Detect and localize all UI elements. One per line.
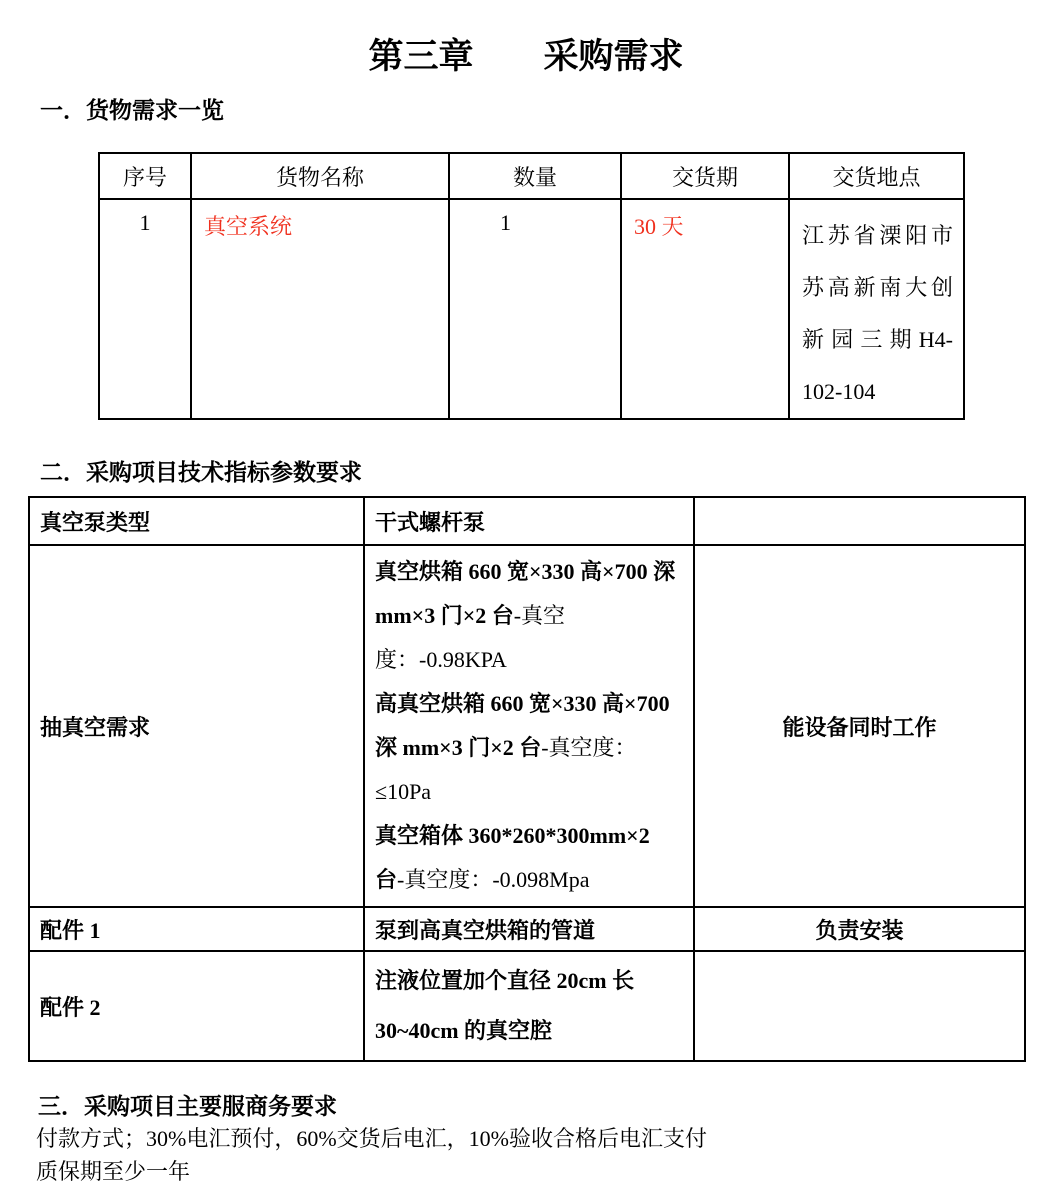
cell-accessory1-note: 负责安装 — [694, 907, 1025, 951]
cell-vacuum-req-label: 抽真空需求 — [29, 545, 364, 907]
spec-row-vacuum-requirement — [29, 545, 1025, 907]
col-header-goods-name: 货物名称 — [191, 153, 449, 199]
cell-accessory2-label: 配件 2 — [29, 951, 364, 1061]
cell-index: 1 — [99, 199, 191, 419]
cell-pump-type-note — [694, 497, 1025, 545]
col-header-delivery-time: 交货期 — [621, 153, 789, 199]
col-header-quantity: 数量 — [449, 153, 621, 199]
cell-vacuum-req-note: 能设备同时工作 — [694, 545, 1025, 907]
spec-paragraph-vacuum-oven — [375, 550, 683, 682]
goods-overview-table — [98, 152, 965, 420]
payment-terms-text: 付款方式；30%电汇预付，60%交货后电汇，10%验收合格后电汇支付 — [36, 1126, 707, 1151]
spec-regular-text: -真空度：-0.98KPA — [375, 603, 566, 672]
cell-vacuum-req-specs — [364, 545, 694, 907]
spec-row-accessory-2 — [29, 951, 1025, 1061]
cell-accessory2-note — [694, 951, 1025, 1061]
spec-bold-text: 高真空烘箱 660 宽×330 高×700 深 mm×3 门×2 台 — [375, 691, 670, 760]
spec-regular-text: -真空度：≤10Pa — [375, 735, 637, 804]
col-header-index: 序号 — [99, 153, 191, 199]
spec-regular-text: -真空度：-0.098Mpa — [397, 867, 590, 892]
cell-pump-type-label: 真空泵类型 — [29, 497, 364, 545]
spec-bold-text: 真空烘箱 660 宽×330 高×700 深 mm×3 门×2 台 — [375, 559, 676, 628]
cell-delivery-location: 江苏省溧阳市苏高新南大创新园三期H4-102-104 — [789, 199, 964, 419]
spec-row-pump-type — [29, 497, 1025, 545]
cell-delivery-days: 30 天 — [621, 199, 789, 419]
cell-accessory1-value: 泵到高真空烘箱的管道 — [364, 907, 694, 951]
cell-pump-type-value: 干式螺杆泵 — [364, 497, 694, 545]
cell-accessory2-value: 注液位置加个直径 20cm 长 30~40cm 的真空腔 — [364, 951, 694, 1061]
goods-table-row — [99, 199, 964, 419]
cell-goods-name: 真空系统 — [191, 199, 449, 419]
technical-spec-table — [28, 496, 1026, 1062]
spec-paragraph-vacuum-chamber — [375, 814, 683, 902]
cell-accessory1-label: 配件 1 — [29, 907, 364, 951]
page-title: 第三章 采购需求 — [368, 37, 684, 76]
spec-bold-text: 真空箱体 360*260*300mm×2 台 — [375, 823, 650, 892]
spec-row-accessory-1 — [29, 907, 1025, 951]
section2-heading: 二．采购项目技术指标参数要求 — [40, 460, 362, 485]
col-header-delivery-location: 交货地点 — [789, 153, 964, 199]
section1-heading: 一．货物需求一览 — [40, 98, 224, 123]
spec-paragraph-high-vacuum-oven — [375, 682, 683, 814]
goods-table-header-row — [99, 153, 964, 199]
warranty-text: 质保期至少一年 — [36, 1159, 191, 1184]
section3-heading: 三．采购项目主要服商务要求 — [38, 1094, 337, 1119]
cell-quantity: 1 — [449, 199, 621, 419]
